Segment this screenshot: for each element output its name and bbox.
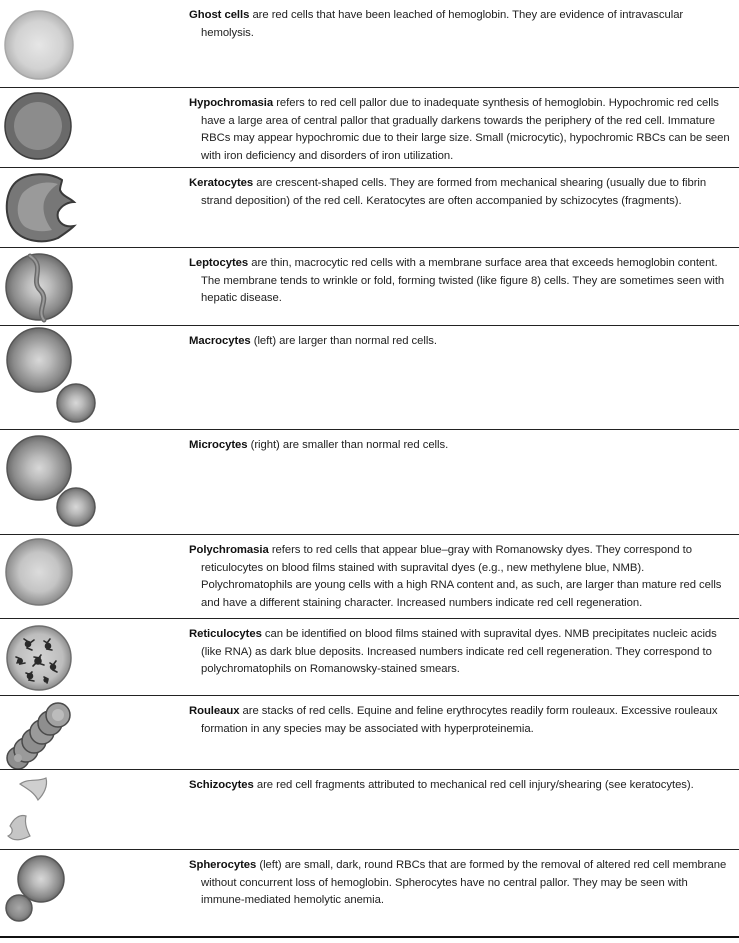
ghost-cell-icon: [0, 0, 180, 88]
entry-text: [189, 7, 733, 42]
entry-text: [189, 333, 733, 351]
entry-term: Hypochromasia: [189, 97, 274, 109]
entry-description: are red cell fragments attributed to mechanical red cell injury/shearing (see keratocytes).: [253, 779, 694, 791]
entry-term: Macrocytes: [189, 335, 251, 347]
entry-description: can be identified on blood films stained with supravital dyes. NMB precipitates nucleic acids (like RNA) as dark blue deposits. Increased numbers indicate red cell regeneration. They correspond to polychromatophils on Romanowsky-stained smears.: [201, 628, 717, 676]
entry-term: Spherocytes: [189, 859, 257, 871]
entry-term: Reticulocytes: [189, 628, 262, 640]
entry-term: Schizocytes: [189, 779, 254, 791]
reticulocyte-icon: [0, 619, 180, 696]
entry-description: are thin, macrocytic red cells with a membrane surface area that exceeds hemoglobin content. The membrane tends to wrinkle or fold, forming twisted (like figure 8) cells. They are sometimes seen with hepatic disease.: [201, 257, 725, 305]
entry-microcytes: [0, 430, 739, 535]
leptocyte-icon: [0, 248, 180, 326]
entry-text: [189, 777, 733, 795]
entry-ghost-cells: [0, 0, 739, 88]
entry-text: [189, 437, 733, 455]
entry-hypochromasia: [0, 88, 739, 168]
entry-reticulocytes: [0, 619, 739, 696]
entry-term: Ghost cells: [189, 9, 250, 21]
microcyte-icon: [0, 430, 180, 535]
schizocyte-icon: [0, 770, 180, 850]
macrocyte-icon: [0, 326, 180, 430]
entry-description: refers to red cells that appear blue–gray with Romanowsky dyes. They correspond to reticulocytes on blood films stained with supravital dyes (e.g., new methylene blue, NMB). Polychromatophils are young cells with a high RNA content and, as such, are larger than mature red cells and have a different staining character. Increased numbers indicate red cell regeneration.: [201, 544, 722, 609]
entry-macrocytes: [0, 326, 739, 430]
entry-schizocytes: [0, 770, 739, 850]
entry-keratocytes: [0, 168, 739, 248]
entry-term: Microcytes: [189, 439, 248, 451]
entry-description: (left) are larger than normal red cells.: [250, 335, 437, 347]
entry-description: are red cells that have been leached of hemoglobin. They are evidence of intravascular hemolysis.: [201, 9, 684, 39]
keratocyte-icon: [0, 168, 180, 248]
entry-term: Leptocytes: [189, 257, 249, 269]
entry-term: Keratocytes: [189, 177, 254, 189]
entry-description: (left) are small, dark, round RBCs that are formed by the removal of altered red cell membrane without concurrent loss of hemoglobin. Spherocytes have no central pallor. They may be seen with immune-mediated hemolytic anemia.: [201, 859, 727, 907]
entry-spherocytes: [0, 850, 739, 936]
entry-description: are crescent-shaped cells. They are formed from mechanical shearing (usually due to fibrin strand deposition) of the red cell. Keratocytes are often accompanied by schizocytes (fragments).: [201, 177, 707, 207]
rouleaux-icon: [0, 696, 180, 770]
entry-leptocytes: [0, 248, 739, 326]
spherocyte-icon: [0, 850, 180, 936]
entry-text: [189, 255, 733, 308]
entry-text: [189, 857, 733, 910]
hypochromic-cell-icon: [0, 88, 180, 168]
entry-polychromasia: [0, 535, 739, 619]
entry-description: are stacks of red cells. Equine and feline erythrocytes readily form rouleaux. Excessive rouleaux formation in any species may be associated with hyperproteinemia.: [201, 705, 718, 735]
entry-term: Rouleaux: [189, 705, 240, 717]
entry-text: [189, 175, 733, 210]
entry-rouleaux: [0, 696, 739, 770]
entry-text: [189, 703, 733, 738]
entry-text: [189, 626, 733, 679]
entry-text: [189, 542, 733, 612]
table-bottom-rule: [0, 936, 739, 938]
entry-description: refers to red cell pallor due to inadequate synthesis of hemoglobin. Hypochromic red cells have a large area of central pallor that gradually darkens towards the periphery of the red cell. Immature RBCs may appear hypochromic due to their large size. Small (microcytic), hypochromic RBCs can be seen with iron deficiency and disorders of iron utilization.: [201, 97, 730, 162]
entry-description: (right) are smaller than normal red cells.: [247, 439, 449, 451]
entry-text: [189, 95, 733, 165]
polychromatophil-icon: [0, 535, 180, 619]
entry-term: Polychromasia: [189, 544, 269, 556]
